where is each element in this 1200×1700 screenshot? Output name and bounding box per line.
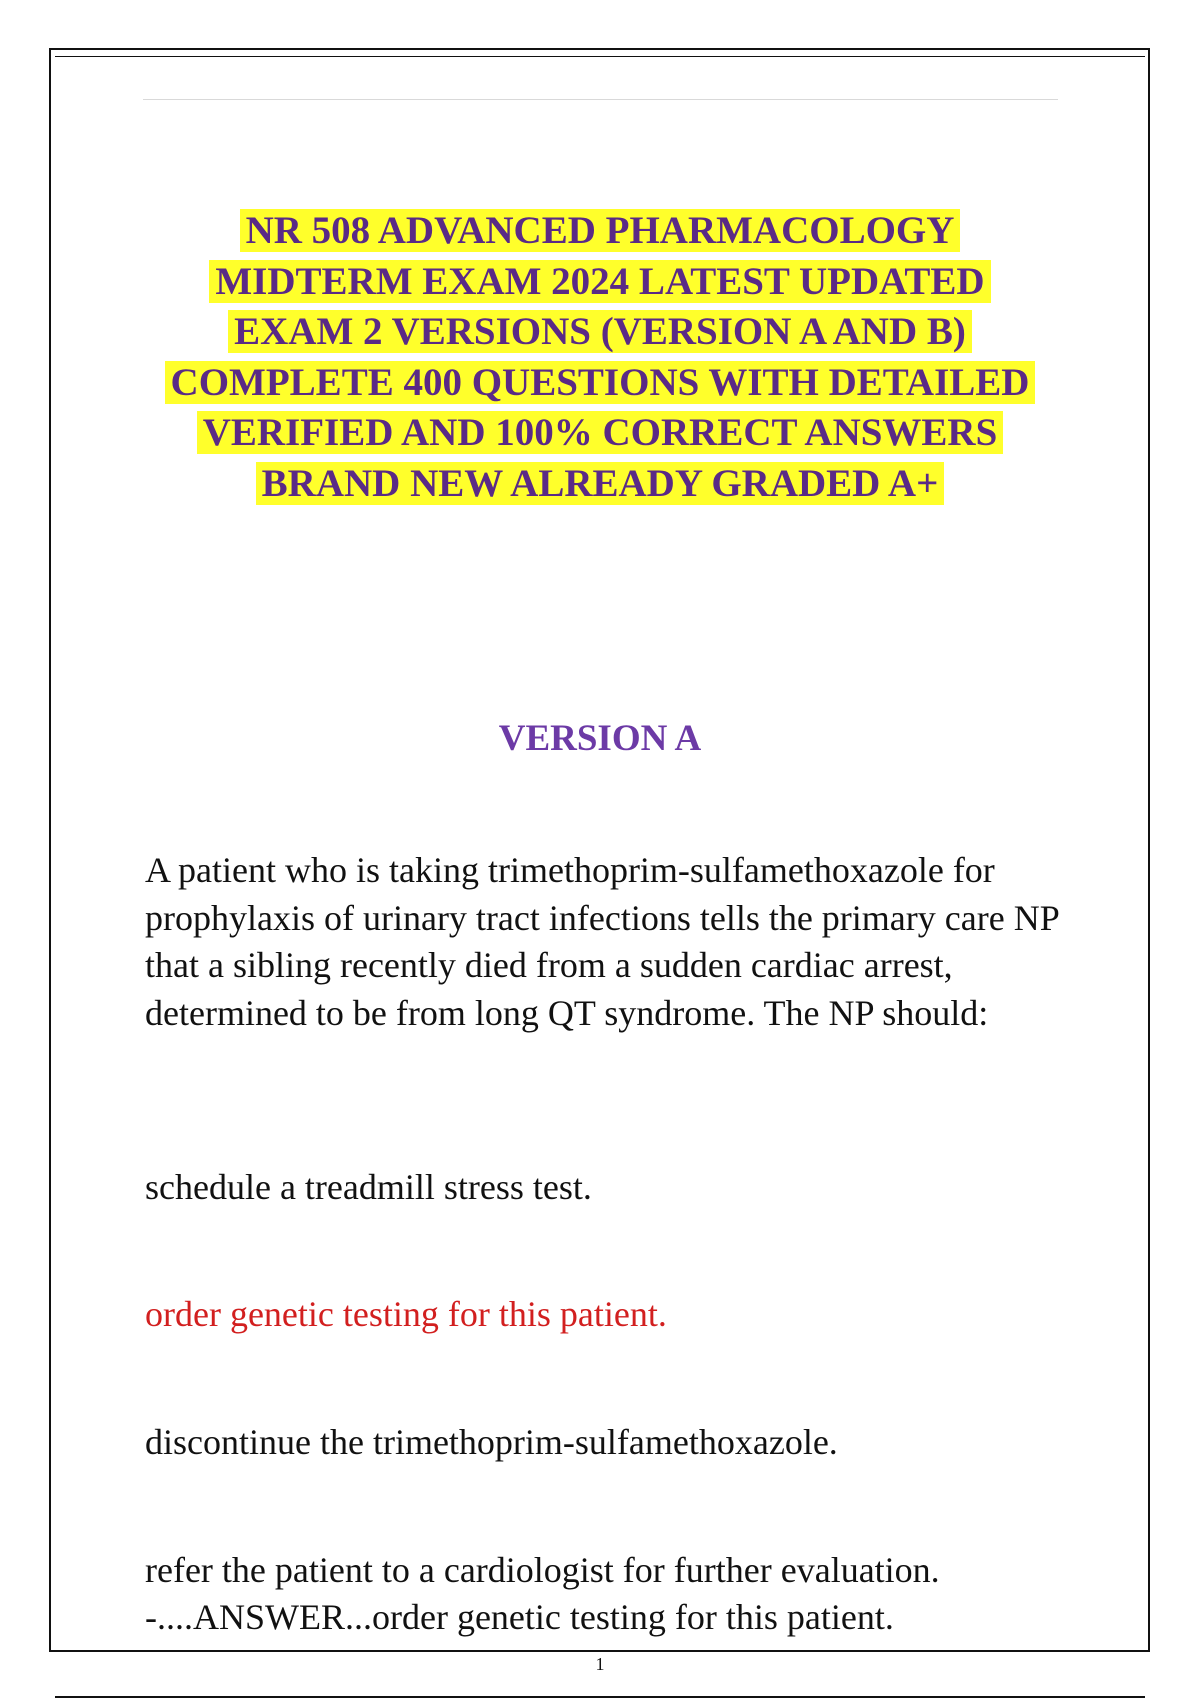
title-line: MIDTERM EXAM 2024 LATEST UPDATED (120, 257, 1080, 308)
page-number: 1 (595, 1654, 605, 1674)
document-title (120, 206, 1080, 509)
header-rule (143, 99, 1058, 100)
answer-option-with-key: refer the patient to a cardiologist for further evaluation. -....ANSWER...order genetic testing for this patient. (145, 1550, 940, 1637)
version-heading: VERSION A (498, 718, 702, 759)
title-line: COMPLETE 400 QUESTIONS WITH DETAILED (120, 358, 1080, 409)
answer-option: discontinue the trimethoprim-sulfamethoxazole. (145, 1422, 838, 1462)
page-bottom-rule (55, 1696, 1145, 1698)
question-text: A patient who is taking trimethoprim-sulfamethoxazole for prophylaxis of urinary tract infections tells the primary care NP that a sibling recently died from a sudden cardiac arrest, determined to be from long QT syndrome. The NP should: (145, 850, 1059, 1033)
page-top-rule (55, 56, 1145, 57)
title-line: EXAM 2 VERSIONS (VERSION A AND B) (120, 307, 1080, 358)
title-line: BRAND NEW ALREADY GRADED A+ (120, 459, 1080, 510)
answer-option-correct: order genetic testing for this patient. (145, 1294, 667, 1334)
answer-option: schedule a treadmill stress test. (145, 1167, 592, 1207)
title-line: VERIFIED AND 100% CORRECT ANSWERS (120, 408, 1080, 459)
title-line: NR 508 ADVANCED PHARMACOLOGY (120, 206, 1080, 257)
